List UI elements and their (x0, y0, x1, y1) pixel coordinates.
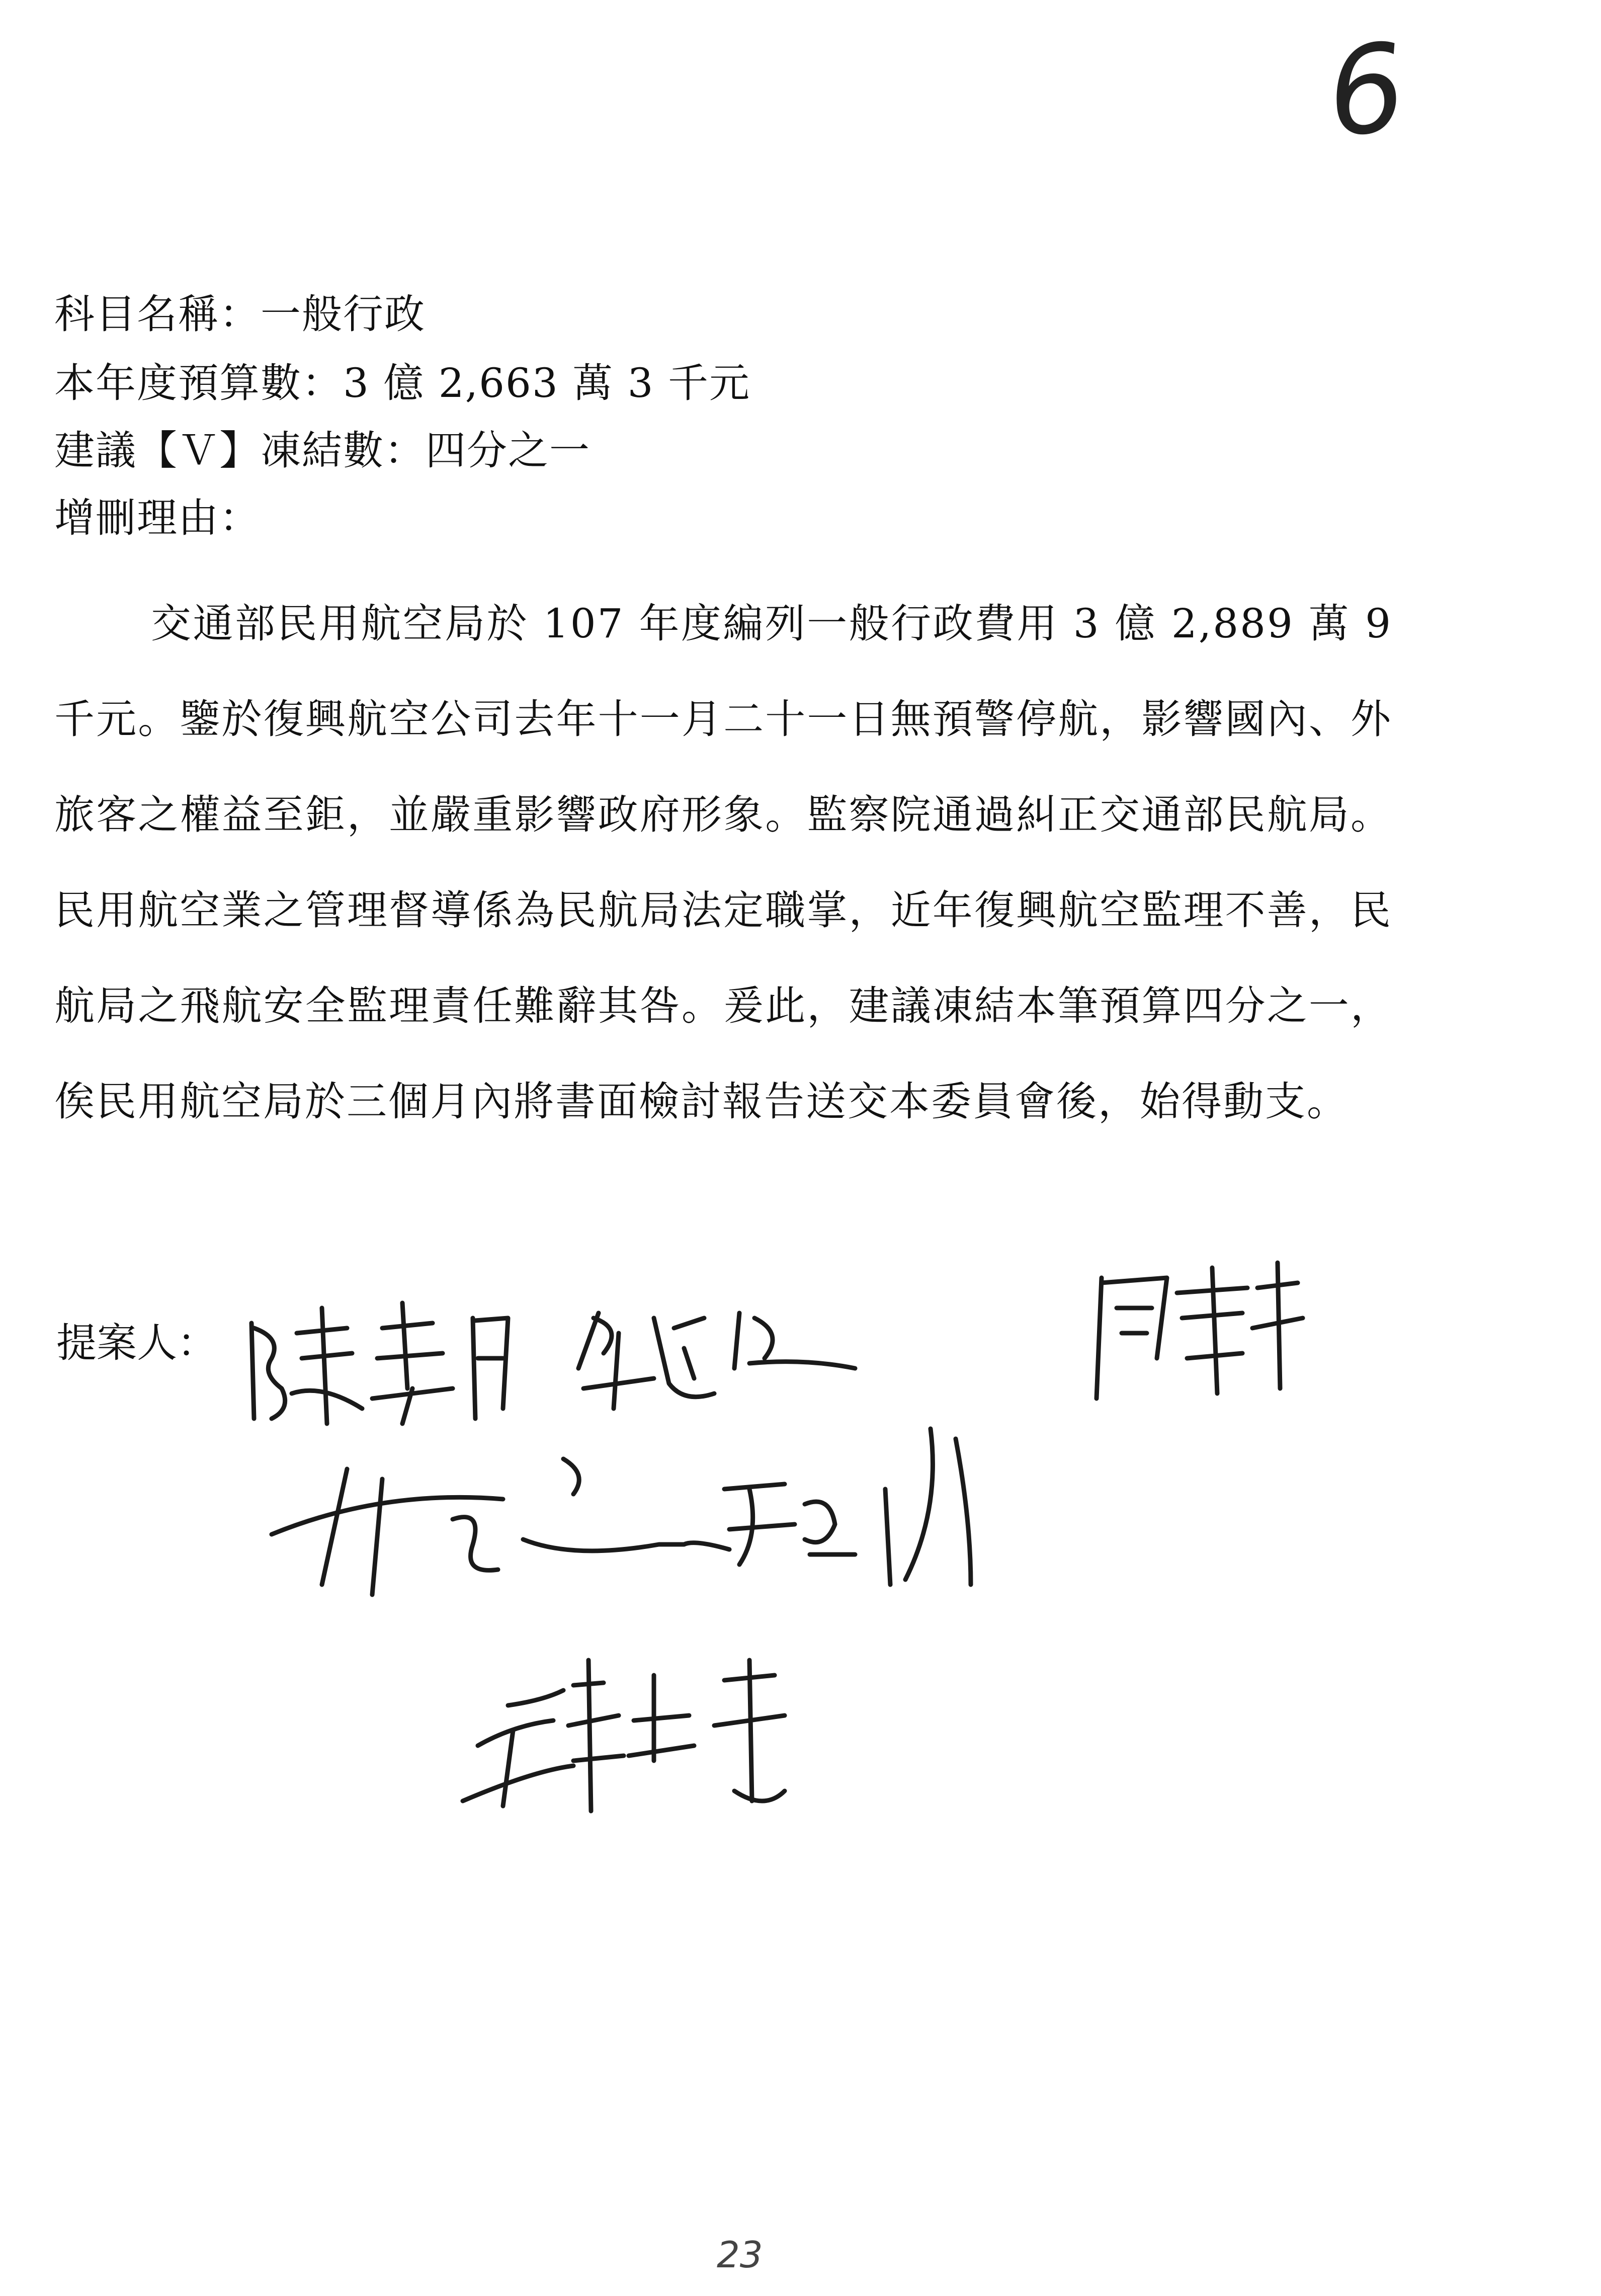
reason-heading: 增刪理由： (54, 495, 261, 541)
signature-6 (463, 1660, 785, 1811)
subject-field: 科目名稱：一般行政 (54, 291, 426, 338)
proposer-label: 提案人： (56, 1320, 217, 1366)
signature-1 (251, 1303, 508, 1424)
reason-body: 交通部民用航空局於 107 年度編列一般行政費用 3 億 2,889 萬 9 千元。鑒於復興航空公司去年十一月二十一日無預警停航，影響國內、外旅客之權益至鉅，並嚴重影響政府形象。監察院通過糾正交通部民航局。民用航空業之管理督導係為民航局法定職掌，近年復興航空監理不善，民航局之飛航安全監理責任難辭其咎。爰此，建議凍結本筆預算四分之一，俟民用航空局於三個月內將書面檢討報告送交本委員會後，始得動支。 (54, 600, 1392, 1125)
freeze-proposal-field: 建議【Ｖ】凍結數：四分之一 (54, 427, 591, 474)
handwritten-page-mark: 6 (1320, 16, 1412, 165)
signature-3 (1097, 1263, 1303, 1399)
signature-4 (272, 1459, 729, 1595)
footer-page-number: 23 (717, 2234, 763, 2276)
signature-5 (724, 1429, 971, 1585)
budget-field: 本年度預算數：3 億 2,663 萬 3 千元 (54, 360, 750, 406)
signature-2 (578, 1313, 855, 1409)
